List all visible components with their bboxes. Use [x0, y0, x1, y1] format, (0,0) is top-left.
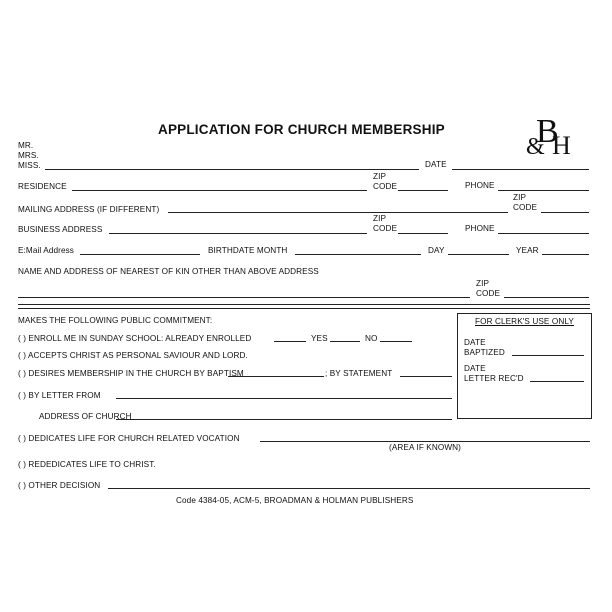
kin-field[interactable]: [18, 297, 470, 298]
other-decision-option[interactable]: ( ) OTHER DECISION: [18, 481, 101, 490]
mrs-label: MRS.: [18, 151, 39, 160]
birthdate-day-field[interactable]: [448, 254, 509, 255]
letter-option[interactable]: ( ) BY LETTER FROM: [18, 391, 101, 400]
letter-received-date-field[interactable]: [530, 381, 584, 382]
business-phone-label: PHONE: [465, 224, 495, 233]
publisher-footer: Code 4384-05, ACM-5, BROADMAN & HOLMAN PUBLISHERS: [176, 496, 414, 505]
baptism-field[interactable]: [228, 376, 324, 377]
address-of-church-field[interactable]: [116, 419, 452, 420]
vocation-field[interactable]: [260, 441, 590, 442]
kin-zip-label: ZIP: [476, 279, 490, 288]
yes-label: YES: [311, 334, 328, 343]
birthdate-month-label: BIRTHDATE MONTH: [208, 246, 288, 255]
date-field[interactable]: [452, 169, 589, 170]
business-zip-field[interactable]: [398, 233, 448, 234]
dedicates-option[interactable]: ( ) DEDICATES LIFE FOR CHURCH RELATED VOCATION: [18, 434, 240, 443]
letter-from-field[interactable]: [116, 398, 452, 399]
email-field[interactable]: [80, 254, 200, 255]
mailing-zip-field[interactable]: [541, 212, 589, 213]
clerk-date-label: DATE: [464, 338, 486, 347]
area-if-known-label: (AREA IF KNOWN): [389, 443, 462, 452]
name-field[interactable]: [45, 169, 419, 170]
residence-zip-field[interactable]: [398, 190, 448, 191]
svg-text:H: H: [552, 131, 571, 156]
commitment-heading: MAKES THE FOLLOWING PUBLIC COMMITMENT:: [18, 316, 213, 325]
other-decision-field[interactable]: [108, 488, 590, 489]
rededicates-option[interactable]: ( ) REDEDICATES LIFE TO CHRIST.: [18, 460, 156, 469]
birthdate-year-field[interactable]: [542, 254, 589, 255]
email-label: E:Mail Address: [18, 246, 75, 255]
baptized-date-field[interactable]: [512, 355, 584, 356]
clerk-letter-label: LETTER REC'D: [464, 374, 524, 383]
already-enrolled-field[interactable]: [274, 341, 306, 342]
residence-phone-field[interactable]: [498, 190, 589, 191]
divider-top: [18, 304, 590, 305]
kin-label: NAME AND ADDRESS OF NEAREST OF KIN OTHER THAN ABOVE ADDRESS: [18, 267, 319, 276]
form-title: APPLICATION FOR CHURCH MEMBERSHIP: [158, 122, 445, 137]
no-field[interactable]: [380, 341, 412, 342]
mailing-address-label: MAILING ADDRESS (IF DIFFERENT): [18, 205, 160, 214]
statement-label: ; BY STATEMENT: [325, 369, 393, 378]
business-address-label: BUSINESS ADDRESS: [18, 225, 103, 234]
svg-text:&: &: [526, 134, 545, 156]
mailing-zip-label: ZIP: [513, 193, 527, 202]
mailing-code-label: CODE: [513, 203, 538, 212]
mr-label: MR.: [18, 141, 34, 150]
birthdate-day-label: DAY: [428, 246, 445, 255]
address-of-church-label: ADDRESS OF CHURCH: [39, 412, 132, 421]
birthdate-month-field[interactable]: [295, 254, 421, 255]
business-phone-field[interactable]: [498, 233, 589, 234]
kin-zip-field[interactable]: [504, 297, 589, 298]
residence-phone-label: PHONE: [465, 181, 495, 190]
residence-field[interactable]: [72, 190, 367, 191]
accepts-christ-option[interactable]: ( ) ACCEPTS CHRIST AS PERSONAL SAVIOUR AND LORD.: [18, 351, 248, 360]
no-label: NO: [365, 334, 378, 343]
residence-label: RESIDENCE: [18, 182, 67, 191]
publisher-logo: [524, 110, 576, 156]
residence-zip-label: ZIP: [373, 172, 387, 181]
business-address-field[interactable]: [109, 233, 367, 234]
enroll-option[interactable]: ( ) ENROLL ME IN SUNDAY SCHOOL: ALREADY ENROLLED: [18, 334, 252, 343]
clerk-baptized-label: BAPTIZED: [464, 348, 505, 357]
date-label: DATE: [425, 160, 447, 169]
miss-label: MISS.: [18, 161, 41, 170]
business-code-label: CODE: [373, 224, 398, 233]
kin-code-label: CODE: [476, 289, 501, 298]
birthdate-year-label: YEAR: [516, 246, 539, 255]
mailing-address-field[interactable]: [168, 212, 508, 213]
baptism-option[interactable]: ( ) DESIRES MEMBERSHIP IN THE CHURCH BY BAPTISM: [18, 369, 244, 378]
business-zip-label: ZIP: [373, 214, 387, 223]
svg-text:B: B: [536, 113, 559, 150]
statement-field[interactable]: [400, 376, 452, 377]
divider-bottom: [18, 308, 590, 309]
clerk-date2-label: DATE: [464, 364, 486, 373]
residence-code-label: CODE: [373, 182, 398, 191]
clerk-box-title: FOR CLERK'S USE ONLY: [475, 317, 574, 326]
yes-field[interactable]: [330, 341, 360, 342]
